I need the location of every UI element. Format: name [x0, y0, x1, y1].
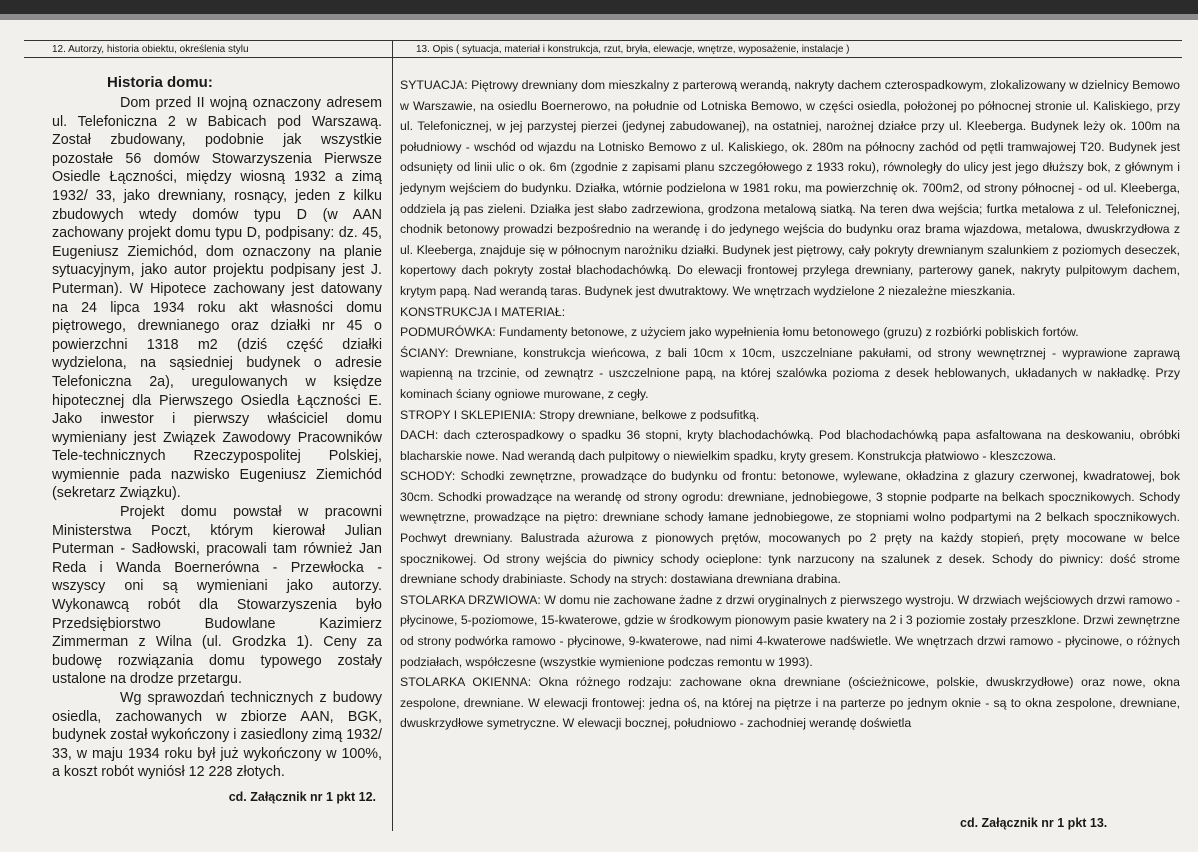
section-12-header: 12. Autorzy, historia obiektu, określenia stylu [52, 44, 249, 55]
history-column [52, 73, 382, 807]
history-paragraph-2: Projekt domu powstał w pracowni Ministerstwa Poczt, którym kierował Julian Puterman - Sadłowski, pracowali tam również Jan Reda i Wanda Boernerówna - Przewłocka - wszyscy oni są wymieniani jako autorzy. Wykonawcą robót dla Stowarzyszenia było Przedsiębiorstwo Budowlane Kazimierz Zimmerman z Wilna (ul. Grodzka 1). Ceny za budowę rozwiązania domu typowego zostały ustalone na drodze przetargu. [52, 504, 382, 688]
desc-stolarka-drzwiowa: STOLARKA DRZWIOWA: W domu nie zachowane żadne z drzwi oryginalnych z pierwszego wystroju. W drzwiach wejściowych drzwi ramowo - płycinowe, 5-poziomowe, 15-kwaterowe, gdzie w środkowym pionowym pasie kwatery na 2 i 3 poziomie zostały przeszklone. Drzwi zewnętrzne od strony podwórka ramowo - płycinowe, 9-kwaterowe, nad nimi 4-kwaterowe nadświetle. We wnętrzach drzwi ramowo - płycinowe, o różnych podziałach, współczesne (wszystkie wymienione podczas remontu w 1993). [400, 592, 1180, 669]
history-paragraph-3: Wg sprawozdań technicznych z budowy osiedla, zachowanych w zbiorze AAN, BGK, budynek został wykończony i zasiedlony zimą 1932/ 33, w maju 1934 roku był już wykończony w 100%, a koszt robót wyniósł 12 228 złotych. [52, 690, 382, 781]
document-sheet [24, 40, 1182, 841]
desc-schody: SCHODY: Schodki zewnętrzne, prowadzące do budynku od frontu: betonowe, wylewane, okładzina z glazury czerwonej, kwadratowej, bok 30cm. Schodki prowadzące na werandę od strony ogrodu: drewniane, jednobiegowe, 3 stopnie podparte na belkach spocznikowych. Schody wewnętrzne, prowadzące na piętro: drewniane schody łamane jednobiegowe, ze stopniami wolno podpartymi na 2 belkach spocznikowych. Pochwyt drewniany. Balustrada ażurowa z pionowych prętów, mocowanych po 2 pręty na każdy stopień, pręty mocowane w belce spocznikowej. Od strony wejścia do piwnicy schody ocieplone: tynk narzucony na szalunek z desek. Schody do piwnicy: dość strome drewniane schody drabiniaste. Schody na strych: dostawiana drewniana drabina. [400, 469, 1180, 587]
desc-sciany: ŚCIANY: Drewniane, konstrukcja wieńcowa, z bali 10cm x 10cm, uszczelniane pakułami, od strony wewnętrznej - wyprawione zaprawą wapienną na trzcinie, od zewnątrz - uszczelnione papą, na której szalówka pozioma z desek heblowanych, układanych w nakładkę. Przy kominach ściany ogniowe murowane, z cegły. [400, 345, 1180, 401]
history-paragraph-1: Dom przed II wojną oznaczony adresem ul. Telefoniczna 2 w Babicach pod Warszawą. Został zbudowany, podobnie jak wszystkie pozostałe 56 domów Stowarzyszenia Pierwsze Osiedle Łączności, między wiosną 1932 a zimą 1932/ 33, jako drewniany, rosnący, jeden z kilku zbudowych wtedy domów typu D (w AAN zachowany projekt domu typu D, podpisany: dz. 45, Eugeniusz Ziemichód, dom oznaczony na planie sytuacyjnym, jako autor projektu podpisany jest J. Puterman). W Hipotece zachowany jest datowany na 24 lipca 1934 roku akt własności domu piętrowego, drewnianego oraz działki nr 45 o powierzchni 1318 m2 (dziś część działki wydzielona, na sąsiedniej budynek o adresie Telefoniczna 2a), uregulowanych w księdze hipotecznej dla Pierwszego Osiedla Łączności E. Jako inwestor i pierwszy właściciel domu wymieniany jest Związek Zawodowy Pracowników Tele-technicznych Rzeczypospolitej Polskiej, wymiennie pada nazwisko Eugeniusz Ziemichód (sekretarz Związku). [52, 95, 382, 502]
description-column [400, 75, 1180, 830]
desc-dach: DACH: dach czterospadkowy o spadku 36 stopni, kryty blachodachówką. Pod blachodachówką papa asfaltowana na deskowaniu, obróbki blacharskie nowe. Nad werandą dach pulpitowy o niewielkim spadku, kryty gresem. Konstrukcja płatwiowo - kleszczowa. [400, 428, 1180, 463]
desc-stropy: STROPY I SKLEPIENIA: Stropy drewniane, belkowe z podsufitką. [400, 407, 760, 422]
desc-podmurowka: PODMURÓWKA: Fundamenty betonowe, z użyciem jako wypełnienia łomu betonowego (gruzu) z rozbiórki pobliskich fortów. [400, 325, 1079, 340]
desc-stolarka-okienna: STOLARKA OKIENNA: Okna różnego rodzaju: zachowane okna drewniane (ościeżnicowe, polskie, dwuskrzydłowe) oraz nowe, okna zespolone, drewniane. W elewacji frontowej: jedna oś, na której na piętrze i na parterze po jednym oknie - są to okna zespolone, drewniane, dwuskrzydłowe symetryczne. W elewacji bocznej, południowo - zachodniej werandę doświetla [400, 675, 1180, 731]
desc-konstrukcja-heading: KONSTRUKCJA I MATERIAŁ: [400, 304, 566, 319]
column-divider [392, 41, 393, 831]
section-13-header: 13. Opis ( sytuacja, materiał i konstrukcja, rzut, bryła, elewacje, wnętrze, wyposażenie, instalacje ) [416, 44, 850, 55]
continued-note-13: cd. Załącznik nr 1 pkt 13. [960, 816, 1108, 830]
desc-sytuacja: SYTUACJA: Piętrowy drewniany dom mieszkalny z parterową werandą, nakryty dachem czterospadkowym, zlokalizowany w dzielnicy Bemowo w Warszawie, na osiedlu Boernerowo, na południe od Lotniska Bemowo, w części osiedla, położonej po północnej stronie ul. Kaliskiego, przy ul. Telefonicznej, w jej parzystej pierzei (jedynej zabudowanej), na ostatniej, narożnej działce przy ul. Kleeberga. Budynek leży ok. 100m na południowy - wschód od wjazdu na Lotnisko Bemowo z ul. Kaliskiego, ok. 280m na północny zachód od pętli tramwajowej T20. Budynek jest odsunięty od linii ulic o ok. 6m (zgodnie z zapisami planu szczegółowego z 1933 roku), równoległy do ulicy jest jego dłuższy bok, z głównym i jedynym wejściem do budynku. Działka, wtórnie podzielona w 1981 roku, ma powierzchnię ok. 700m2, od strony północnej - od ul. Kleeberga, oddziela ją pas zieleni. Działka jest słabo zadrzewiona, grodzona metalową siatką. Na teren dwa wejścia; furtka metalowa z ul. Telefonicznej, chodnik betonowy prowadzi bezpośrednio na werandę i do jedynego wejścia do budynku oraz brama wjazdowa, metalowa, dwuskrzydłowa z ul. Kleeberga, znajduje się w północnym narożniku działki. Budynek jest piętrowy, cały pokryty drewnianym szalunkiem z poziomych deseczek, kopertowy dach pokryty został blachodachówką. Do elewacji frontowej przylega drewniany, parterowy ganek, nakryty pulpitowym dachem, krytym papą. Nad werandą taras. Budynek jest dwutraktowy. We wnętrzach wydzielone 2 niezależne mieszkania. [400, 78, 1180, 298]
header-divider [24, 57, 1182, 58]
scanner-top-shadow [0, 14, 1198, 20]
history-title: Historia domu: [107, 74, 213, 91]
continued-note-12: cd. Załącznik nr 1 pkt 12. [228, 789, 376, 804]
scanner-top-border [0, 0, 1198, 14]
